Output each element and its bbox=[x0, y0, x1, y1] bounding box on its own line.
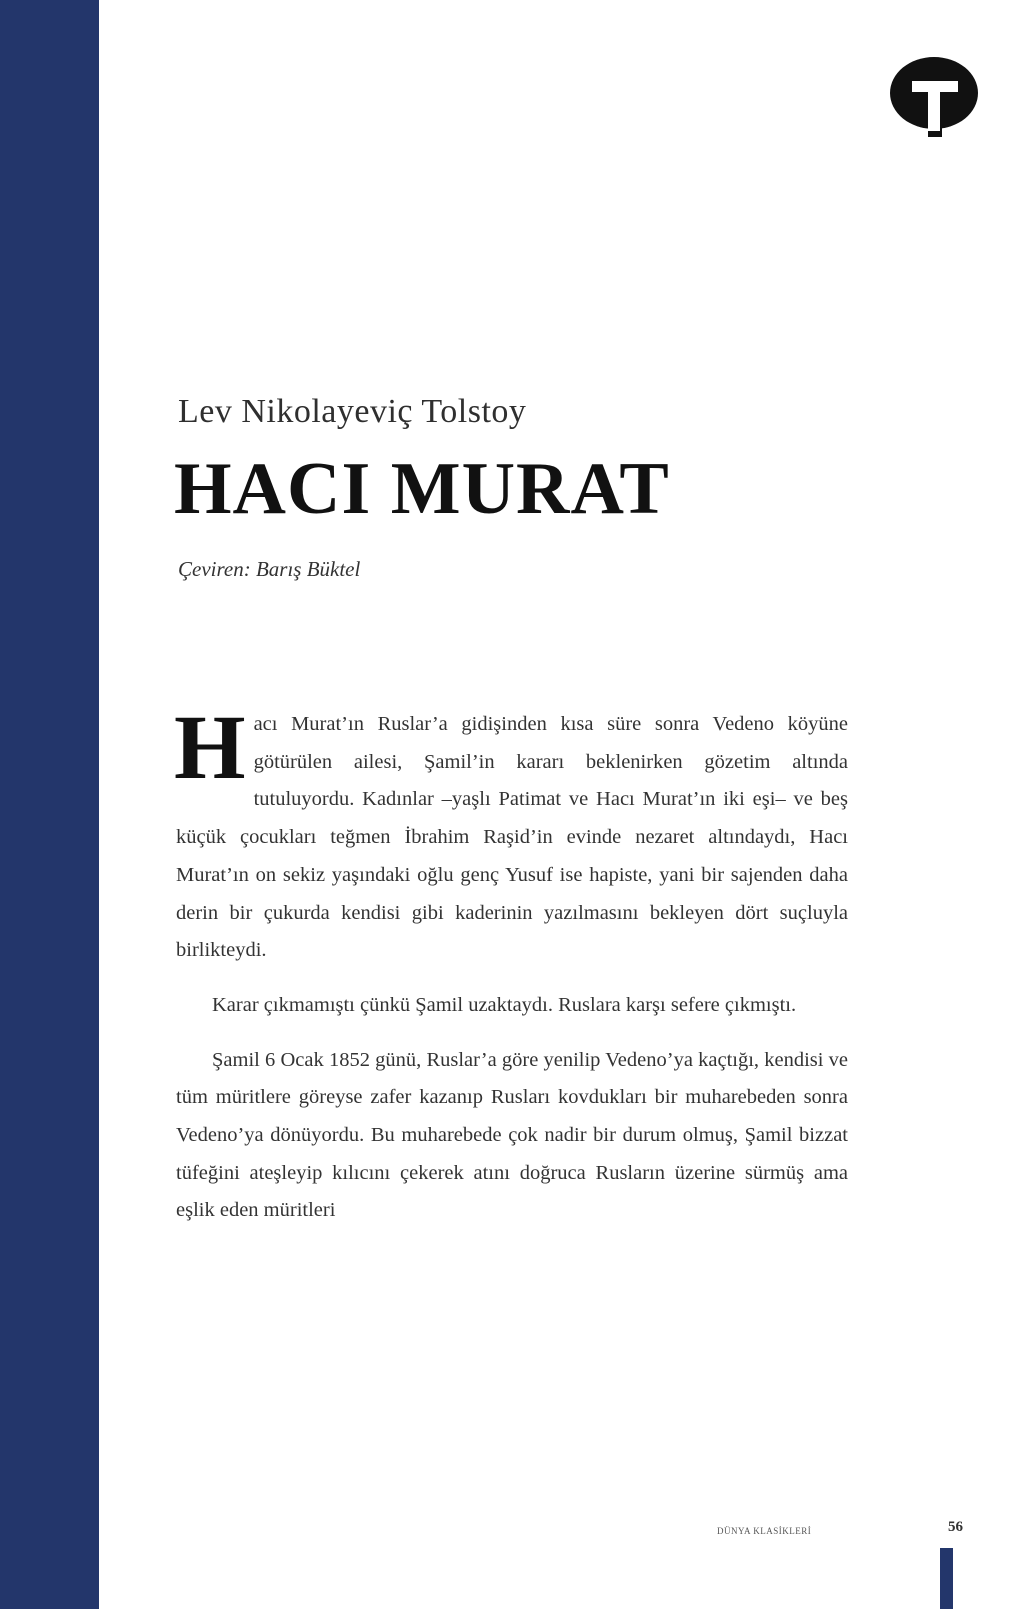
publisher-t-logo-icon bbox=[888, 55, 980, 137]
paragraph-2: Karar çıkmamıştı çünkü Şamil uzaktaydı. Ruslara karşı sefere çıkmıştı. bbox=[212, 993, 797, 1016]
page-edge-marker bbox=[940, 1548, 953, 1609]
page-number: 56 bbox=[948, 1519, 963, 1535]
paragraph-1 bbox=[174, 696, 848, 970]
author-name: Lev Nikolayeviç Tolstoy bbox=[178, 393, 527, 430]
blue-spine-band bbox=[0, 0, 99, 1609]
paragraph-3: Şamil 6 Ocak 1852 günü, Ruslar’a göre yenilip Vedeno’ya kaçtığı, kendisi ve tüm müritlere göreyse zafer kazanıp Rusları kovdukları bir muharebeden sonra Vedeno’ya dönüyordu. Bu muharebede çok nadir bir durum olmuş, Şamil bizzat tüfeğini ateşleyip kılıcını çekerek atını doğruca Rusların üzerine sürmüş ama eşlik eden müritleri bbox=[176, 1048, 848, 1222]
series-name: DÜNYA KLASİKLERİ bbox=[717, 1526, 812, 1536]
body-text bbox=[174, 696, 848, 1247]
paragraph-1-text: acı Murat’ın Ruslar’a gidişinden kısa süre sonra Vedeno köyüne götürülen ailesi, Şamil’in kararı beklenirken gözetim altında tutuluyordu. Kadınlar –yaşlı Patimat ve Hacı Murat’ın iki eşi– ve beş küçük çocukları teğmen İbrahim Raşid’in evinde nezaret altındaydı, Hacı Murat’ın on sekiz yaşındaki oğlu genç Yusuf ise hapiste, yani bir sajenden daha derin bir çukurda kendisi gibi kaderinin yazılmasını bekleyen dört suçluyla birlikteydi. bbox=[176, 713, 848, 962]
translator-credit: Çeviren: Barış Büktel bbox=[178, 557, 361, 581]
drop-cap: H bbox=[174, 696, 246, 798]
book-title: HACI MURAT bbox=[174, 448, 670, 530]
